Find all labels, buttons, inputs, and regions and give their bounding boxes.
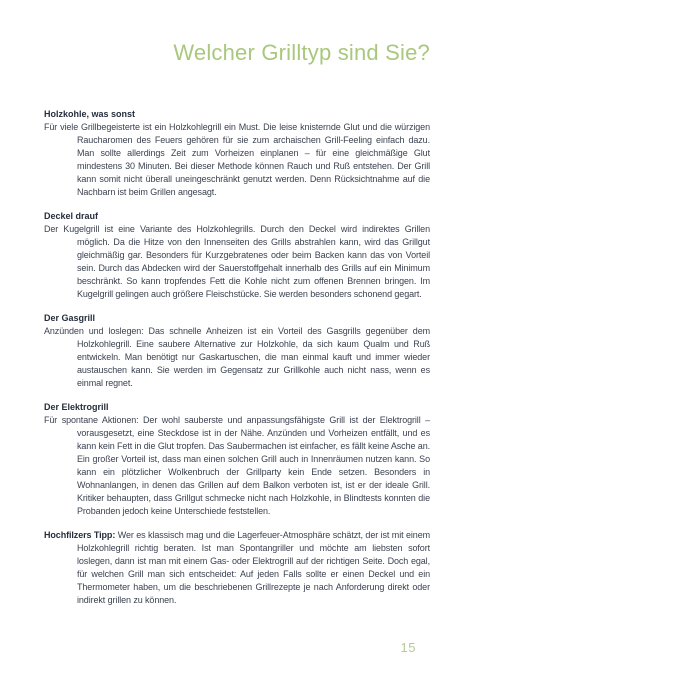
- section-deckel-drauf: [44, 210, 430, 301]
- section-paragraph: Der Kugelgrill ist eine Variante des Holzkohlegrills. Durch den Deckel wird indirektes Grillen möglich. Da die Hitze von den Innenseiten des Grills abstrahlen kann, wird das Grillgut gleichmäßig gar. Besonders für Kurzgebratenes oder beim Backen kann das von Vorteil sein. Durch das Abdecken wird der Sauerstoffgehalt innerhalb des Grills auf ein Minimum beschränkt. So kann tropfendes Fett die Kohle nicht zum offenen Brennen bringen. Im Kugelgrill gelingen auch größere Fleischstücke. Sie werden besonders schonend gegart.: [44, 224, 430, 299]
- section-elektrogrill: [44, 401, 430, 518]
- section-heading: Deckel drauf: [44, 211, 99, 221]
- section-heading: Holzkohle, was sonst: [44, 109, 136, 119]
- section-gasgrill: [44, 312, 430, 390]
- tip-paragraph: [44, 529, 430, 607]
- page-content: [44, 0, 430, 607]
- section-heading: Der Gasgrill: [44, 313, 96, 323]
- section-heading: Der Elektrogrill: [44, 402, 109, 412]
- tip-body: Wer es klassisch mag und die Lagerfeuer-Atmosphäre schätzt, der ist mit einem Holzkohlegrill richtig beraten. Ist man Spontangriller und möchte am liebsten sofort loslegen, dann ist man mit einem Gas- oder Elektrogrill auf der richtigen Seite. Doch egal, für welchen Grill man sich entscheidet: Auf jeden Falls sollte er einen Deckel und ein Thermometer haben, um die beschriebenen Grillrezepte je nach Anforderung direkt oder indirekt grillen zu können.: [77, 530, 430, 605]
- section-holzkohle: [44, 108, 430, 199]
- tip-label: Hochfilzers Tipp:: [44, 530, 116, 540]
- page-title: Welcher Grilltyp sind Sie?: [173, 40, 430, 65]
- section-paragraph: Für viele Grillbegeisterte ist ein Holzkohlegrill ein Must. Die leise knisternde Glut und die würzigen Raucharomen des Feuers gehören für sie zum archaischen Grill-Feeling einfach dazu. Man sollte allerdings Zeit zum Vorheizen einplanen – für eine gleichmäßige Glut mindestens 30 Minuten. Bei dieser Methode können Rauch und Ruß entstehen. Der Grill kann somit nicht überall uneingeschränkt genutzt werden. Denn Rücksichtnahme auf die Nachbarn ist beim Grillen angesagt.: [44, 122, 430, 197]
- page-number: 15: [400, 640, 416, 655]
- section-paragraph: Für spontane Aktionen: Der wohl sauberste und anpassungsfähigste Grill ist der Elektrogrill – vorausgesetzt, eine Steckdose ist in der Nähe. Anzünden und Vorheizen entfällt, und es kann kein Fett in die Glut tropfen. Das Saubermachen ist einfacher, es fällt keine Asche an. Ein großer Vorteil ist, dass man einen solchen Grill auch in Innenräumen nutzen kann. So kann ein plötzlicher Wolkenbruch der Grillparty kein Ende setzen. Besonders in Wohnanlangen, in denen das Grillen auf dem Balkon verboten ist, ist er der ideale Grill. Kritiker behaupten, dass Grillgut schmecke nicht nach Holzkohle, in Blindtests konnten die Probanden jedoch keine Unterschiede feststellen.: [44, 415, 431, 516]
- section-paragraph: Anzünden und loslegen: Das schnelle Anheizen ist ein Vorteil des Gasgrills gegenüber dem Holzkohlegrill. Eine saubere Alternative zur Holzkohle, da sich kaum Qualm und Ruß entwickeln. Man benötigt nur Gaskartuschen, die man einmal kauft und immer wieder austauschen kann. Sie werden im Gegensatz zur Grillkohle auch nicht nass, wenn es einmal regnet.: [44, 326, 430, 388]
